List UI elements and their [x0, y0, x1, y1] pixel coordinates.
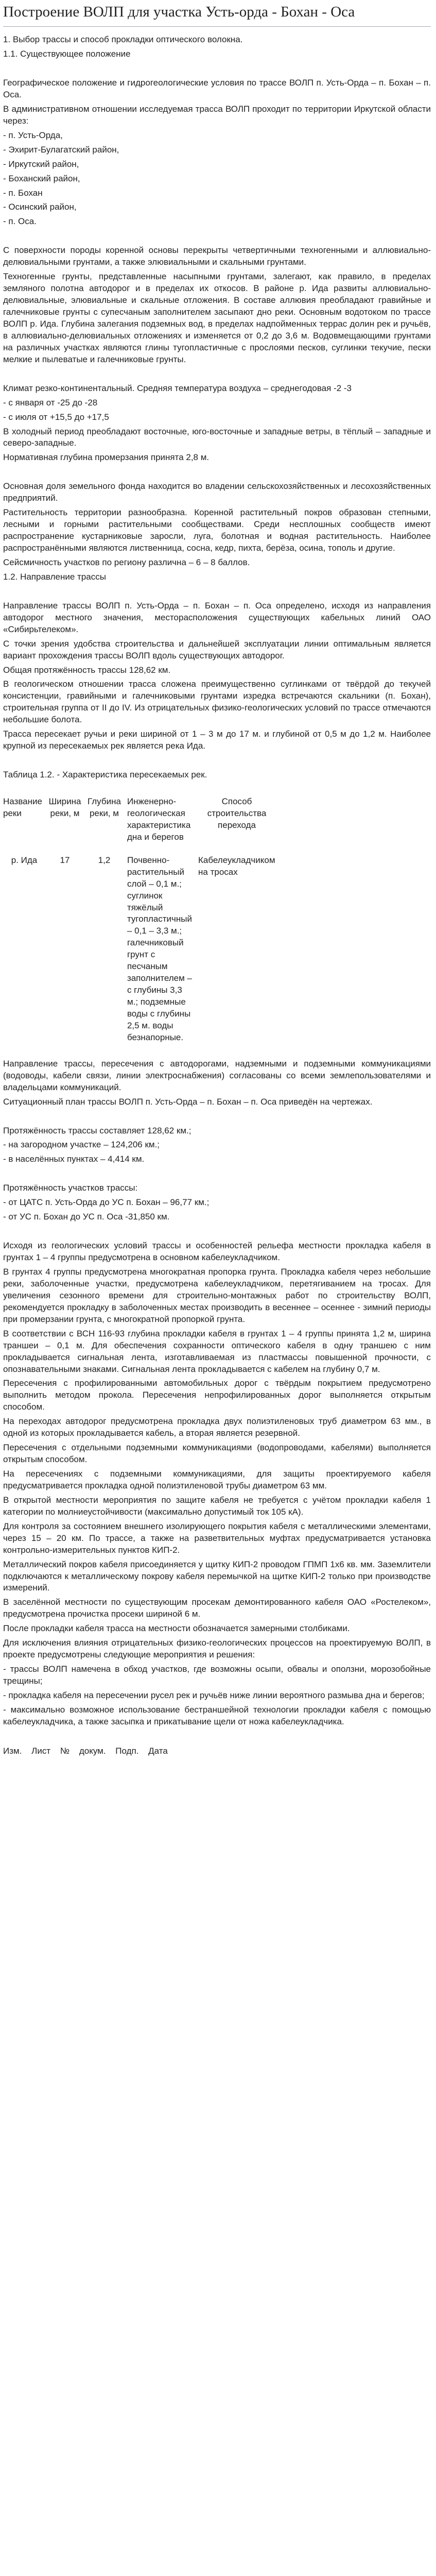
signature-block	[3, 1745, 431, 1757]
paragraph: Пересечения с профилированными автомобильных дорог с твёрдым покрытием предусмотрено выполнить методом прокола. Пересечения непрофилированных дорог выполняется открытым способом.	[3, 1378, 431, 1412]
subsection-heading: 1.1. Существующее положение	[3, 49, 131, 59]
table-row	[3, 843, 278, 1044]
list-item: - п. Усть-Орда,	[3, 130, 63, 140]
paragraph: Климат резко-континентальный. Средняя температура воздуха – среднегодовая -2 -3	[3, 383, 352, 393]
table-cell: 17	[60, 855, 70, 865]
paragraph: Сейсмичность участков по региону различна – 6 – 8 баллов.	[3, 557, 250, 567]
paragraph: - максимально возможное использование бестраншейной технологии прокладки кабеля с помощью кабелеукладчика, а также засыпка и прикатывание щели от ножа кабелеукладчика.	[3, 1704, 431, 1726]
paragraph: - от УС п. Бохан до УС п. Оса -31,850 км.	[3, 1212, 170, 1222]
column-header: Инженерно-геологическая характеристика дна и берегов	[127, 796, 191, 842]
footer-label-date: Дата	[148, 1745, 168, 1756]
paragraph: Техногенные грунты, представленные насыпными грунтами, залегают, как правило, в пределах земляного полотна автодорог и в пределах их откосов. В районе р. Ида развиты аллювиально-делювиальные, элювиальные и скальные отложения. В составе аллювия преобладают гравийные и галечниковые грунты с супесчаным заполнителем засыпают дно реки. Основным водотоком по трассе ВОЛП р. Ида. Глубина залегания подземных вод, в пределах надпойменных террас долин рек и ручьёв, в аллювиально-делювиальных отложениях и изменяется от 0,2 до 3,6 м. Водовмещающими грунтами на различных участках являются глины тугопластичные с прослоями песков, суглинки текучие, пески мелкие и пылеватые и галечниковые грунты.	[3, 272, 431, 364]
list-item: - п. Бохан	[3, 188, 43, 198]
paragraph: В соответствии с ВСН 116-93 глубина прокладки кабеля в грунтах 1 – 4 группы принята 1,2 м, ширина траншеи – 0,1 м. Для обеспечения сохранности оптического кабеля в одну траншею с ним прокладывается сигнальная лента, изготавливаемая из пластмассы повышенной прочности, с опознавательными знаками. Сигнальная лента прокладывается с кабелем на глубину 0,7 м.	[3, 1328, 431, 1374]
paragraph: - от ЦАТС п. Усть-Орда до УС п. Бохан – 96,77 км.;	[3, 1197, 210, 1208]
paragraph: В заселённой местности по существующим просекам демонтированного кабеля ОАО «Ростелеком», предусмотрена прочистка просеки шириной 6 м.	[3, 1597, 431, 1619]
footer-label-change: Изм.	[3, 1745, 22, 1756]
paragraph: Протяжённость трассы составляет 128,62 км.;	[3, 1125, 191, 1136]
paragraph: После прокладки кабеля трасса на местности обозначается замерными столбиками.	[3, 1623, 350, 1634]
table-cell: Почвенно-растительный слой – 0,1 м.; суглинок тяжёлый тугопластичный – 0,1 – 3,3 м.; галечниковый грунт с песчаным заполнителем – с глубины 3,3 м.; подземные воды с глубины 2,5 м. воды безнапорные.	[127, 855, 193, 1042]
paragraph: С поверхности породы коренной основы перекрыты четвертичными техногенными и аллювиально-делювиальными грунтами, а также элювиальными и скальными грунтами.	[3, 245, 431, 267]
list-item: - Иркутский район,	[3, 159, 79, 169]
table-cell: Кабелеукладчиком на тросах	[198, 855, 275, 877]
table-header-row	[3, 796, 278, 843]
paragraph: Пересечения с отдельными подземными коммуникациями (водопроводами, кабелями) выполняется открытым способом.	[3, 1443, 431, 1465]
paragraph: Географическое положение и гидрогеологические условия по трассе ВОЛП п. Усть-Орда – п. Бохан – п. Оса.	[3, 78, 431, 99]
section-heading: 1. Выбор трассы и способ прокладки оптического волокна.	[3, 35, 243, 45]
column-header: Глубина реки, м	[88, 796, 121, 818]
paragraph: Для исключения влияния отрицательных физико-геологических процессов на проектируемую ВОЛП, в проекте предусмотрены следующие мероприятия и решения:	[3, 1638, 431, 1660]
paragraph: С точки зрения удобства строительства и дальнейшей эксплуатации линии оптимальным является вариант прохождения трассы ВОЛП вдоль существующих автодорог.	[3, 638, 431, 660]
paragraph: Нормативная глубина промерзания принята 2,8 м.	[3, 452, 210, 463]
paragraph: - на загородном участке – 124,206 км.;	[3, 1140, 160, 1150]
subsection-heading: 1.2. Направление трассы	[3, 571, 106, 582]
paragraph: Протяжённость участков трассы:	[3, 1183, 138, 1193]
footer-label-signature: Подп.	[115, 1745, 139, 1756]
paragraph: В геологическом отношении трасса сложена преимущественно суглинками от твёрдой до текучей консистенции, гравийными и галечниковыми грунтами изредка встречаются скальники (п. Бохан), строительная группа от II до IV. Из отрицательных физико-геологических условий по трассе отмечаются небольшие болота.	[3, 679, 431, 725]
list-item: - Боханский район,	[3, 173, 80, 183]
list-item: - Осинский район,	[3, 202, 77, 212]
list-item: - п. Оса.	[3, 216, 37, 227]
paragraph: Для контроля за состоянием внешнего изолирующего покрытия кабеля с металлическими элементами, через 15 – 20 км. По трассе, а также на разветвительных муфтах предусматривается установка контрольно-измерительных пунктов КИП-2.	[3, 1521, 431, 1555]
paragraph: - прокладка кабеля на пересечении русел рек и ручьёв ниже линии вероятного размыва дна и берегов;	[3, 1690, 425, 1700]
paragraph: На пересечениях с подземными коммуникациями, для защиты проектируемого кабеля предусматривается прокладка одной полиэтиленовой трубы диаметром 63 мм.	[3, 1469, 431, 1490]
column-header: Название реки	[3, 796, 42, 818]
table-cell: 1,2	[98, 855, 111, 865]
list-item: - Эхирит-Булагатский район,	[3, 144, 119, 155]
paragraph: Ситуационный план трассы ВОЛП п. Усть-Орда – п. Бохан – п. Оса приведён на чертежах.	[3, 1096, 373, 1107]
table-cell: р. Ида	[11, 855, 38, 865]
paragraph: Основная доля земельного фонда находится во владении сельскохозяйственных и лесохозяйственных предприятий.	[3, 481, 431, 503]
paragraph: На переходах автодорог предусмотрена прокладка двух полиэтиленовых труб диаметром 63 мм., в одной из которых прокладывается кабель, а вторая является резервной.	[3, 1416, 431, 1438]
paragraph: Общая протяжённость трассы 128,62 км.	[3, 665, 171, 675]
paragraph: Исходя из геологических условий трассы и особенностей рельефа местности прокладка кабеля в грунтах 1 – 4 группы предусмотрена в основном кабелеукладчиком.	[3, 1241, 431, 1263]
paragraph: - с января от -25 до -28	[3, 397, 98, 408]
page-title: Построение ВОЛП для участка Усть-орда - Бохан - Оса	[3, 0, 431, 27]
rivers-table	[3, 796, 278, 1044]
column-header: Ширина реки, м	[48, 796, 81, 818]
paragraph: - с июля от +15,5 до +17,5	[3, 412, 109, 422]
table-caption: Таблица 1.2. - Характеристика пересекаемых рек.	[3, 770, 207, 780]
paragraph: - трассы ВОЛП намечена в обход участков, где возможны осыпи, обвалы и оползни, морозобойные трещины;	[3, 1664, 431, 1686]
paragraph: В административном отношении исследуемая трасса ВОЛП проходит по территории Иркутской области через:	[3, 104, 431, 126]
paragraph: В холодный период преобладают восточные, юго-восточные и западные ветры, в тёплый – западные и северо-западные.	[3, 426, 431, 448]
paragraph: Металлический покров кабеля присоединяется у щитку КИП-2 проводом ГПМП 1х6 кв. мм. Заземлители подключаются к металлическому покрову кабеля перемычкой на щитке КИП-2 только при производстве измерений.	[3, 1559, 431, 1593]
paragraph: - в населённых пунктах – 4,414 км.	[3, 1154, 145, 1164]
paragraph: Направление трассы, пересечения с автодорогами, надземными и подземными коммуникациями (водоводы, кабели связи, линии электроснабжения) согласованы со всеми землепользователями и владельцами коммуникаций.	[3, 1058, 431, 1092]
paragraph: Растительность территории разнообразна. Коренной растительный покров образован степными, лесными и горными растительными сообществами. Среди несплошных сообществ имеют распространение кустарниковые заросли, луга, болотная и водная растительность. Наиболее распространёнными являются лиственница, сосна, кедр, пихта, берёза, осина, тополь и другие.	[3, 507, 431, 553]
places-list	[3, 130, 431, 228]
column-header: Способ строительства перехода	[207, 796, 267, 830]
footer-label-document: № докум.	[60, 1745, 106, 1756]
footer-label-sheet: Лист	[31, 1745, 51, 1756]
paragraph: В открытой местности мероприятия по защите кабеля не требуется с учётом прокладки кабеля 1 категории по молниеустойчивости (максимально допустимый ток 105 кА).	[3, 1495, 431, 1517]
paragraph: Трасса пересекает ручьи и реки шириной от 1 – 3 м до 17 м. и глубиной от 0,5 м до 1,2 м. Наиболее крупной из пересекаемых рек является река Ида.	[3, 729, 431, 751]
paragraph: В грунтах 4 группы предусмотрена многократная пропорка грунта. Прокладка кабеля через небольшие реки, заболоченные участки, предусмотрена кабелеукладчиком, перетягиванием на тросах. Для увеличения сезонного времени для строительно-монтажных работ по строительству ВОЛП, рекомендуется прокладку в заболоченных местах производить в весеннее – осеннее - зимний периоды при промерзании грунта, с многократной пропоркой грунта.	[3, 1267, 431, 1324]
paragraph: Направление трассы ВОЛП п. Усть-Орда – п. Бохан – п. Оса определено, исходя из направления автодорог местного значения, месторасположения существующих кабельных линий ОАО «Сибирьтелеком».	[3, 600, 431, 634]
